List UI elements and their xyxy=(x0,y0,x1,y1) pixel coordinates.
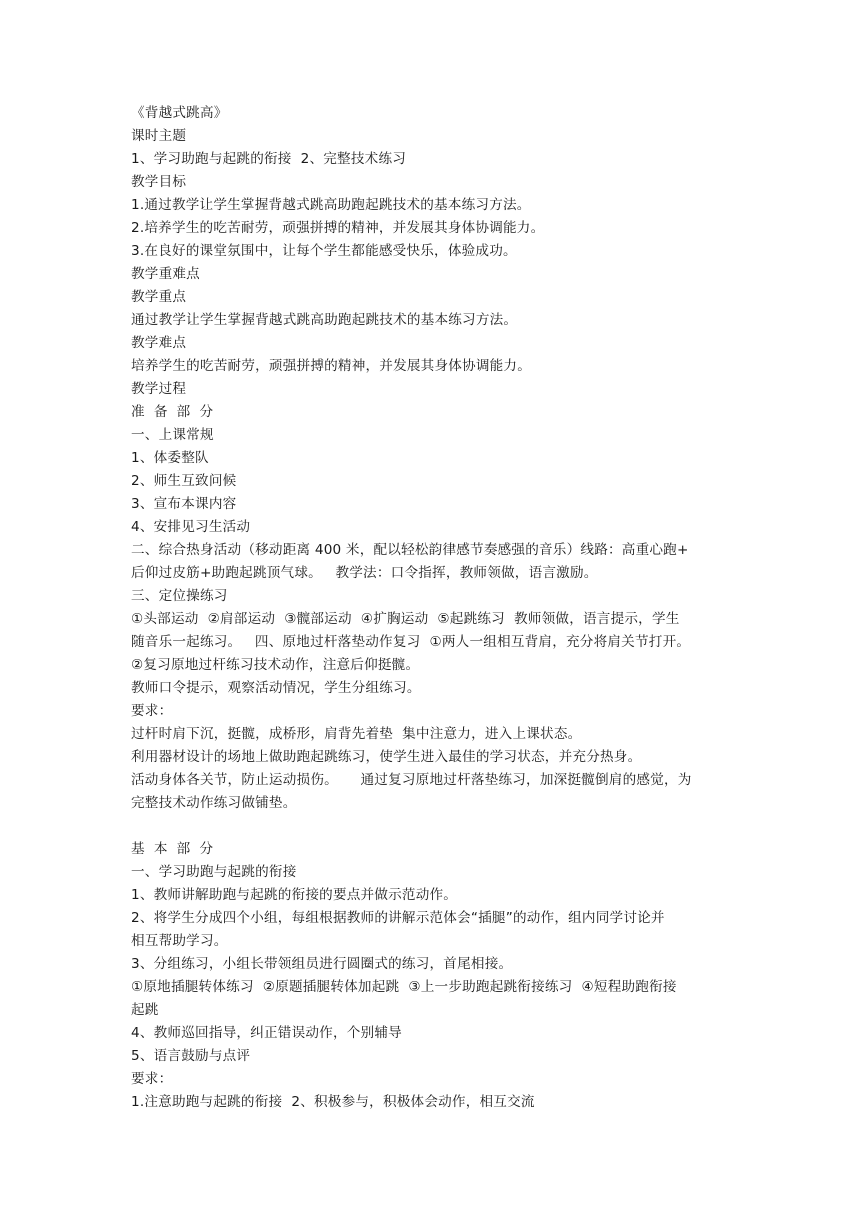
text-line: 1、体委整队 xyxy=(131,450,209,466)
text-line: ①头部运动 ②肩部运动 ③髋部运动 ④扩胸运动 ⑤起跳练习 教师领做，语言提示，学生 xyxy=(131,611,680,627)
text-line: 5、语言鼓励与点评 xyxy=(131,1048,251,1064)
text-line: 1、学习助跑与起跳的衔接 2、完整技术练习 xyxy=(131,151,407,167)
text-line: 三、定位操练习 xyxy=(131,588,228,604)
text-line: 4、安排见习生活动 xyxy=(131,519,251,535)
doc-title: 《背越式跳高》 xyxy=(131,105,228,121)
text-line: 后仰过皮筋+助跑起跳顶气球。 教学法：口令指挥，教师领做，语言激励。 xyxy=(131,565,598,581)
text-line: 要求： xyxy=(131,1071,173,1087)
text-line: 利用器材设计的场地上做助跑起跳练习，使学生进入最佳的学习状态，并充分热身。 xyxy=(131,749,642,765)
text-line: 1.通过教学让学生掌握背越式跳高助跑起跳技术的基本练习方法。 xyxy=(131,197,531,213)
text-line: ②复习原地过杆练习技术动作，注意后仰挺髋。 xyxy=(131,657,420,673)
text-line: 培养学生的吃苦耐劳，顽强拼搏的精神，并发展其身体协调能力。 xyxy=(131,358,532,374)
text-line: 活动身体各关节，防止运动损伤。 通过复习原地过杆落垫练习，加深挺髋倒肩的感觉，为 xyxy=(131,772,692,788)
text-line: 4、教师巡回指导，纠正错误动作，个别辅导 xyxy=(131,1025,402,1041)
text-line: 2、将学生分成四个小组，每组根据教师的讲解示范体会“插腿”的动作，组内同学讨论并 xyxy=(131,910,665,926)
section-heading: 课时主题 xyxy=(131,128,187,144)
section-heading: 教学难点 xyxy=(131,335,187,351)
text-line: 通过教学让学生掌握背越式跳高助跑起跳技术的基本练习方法。 xyxy=(131,312,518,328)
text-line: 教师口令提示，观察活动情况，学生分组练习。 xyxy=(131,680,421,696)
text-line: 2、师生互致问候 xyxy=(131,473,237,489)
section-heading: 教学重点 xyxy=(131,289,187,305)
part-heading: 准 备 部 分 xyxy=(131,404,214,420)
text-line: 二、综合热身活动（移动距离 400 米，配以轻松韵律感节奏感强的音乐）线路：高重心跑+ xyxy=(131,542,689,558)
document-body xyxy=(131,102,737,1114)
section-heading: 教学重难点 xyxy=(131,266,200,282)
blank-line xyxy=(131,815,737,838)
text-line: 过杆时肩下沉，挺髋，成桥形，肩背先着垫 集中注意力，进入上课状态。 xyxy=(131,726,582,742)
part-heading: 基 本 部 分 xyxy=(131,841,214,857)
text-line: 起跳 xyxy=(131,1002,159,1018)
section-heading: 教学过程 xyxy=(131,381,187,397)
section-heading: 教学目标 xyxy=(131,174,187,190)
text-line: 一、上课常规 xyxy=(131,427,214,443)
text-line: 相互帮助学习。 xyxy=(131,933,228,949)
text-line: 要求： xyxy=(131,703,173,719)
text-line: 1.注意助跑与起跳的衔接 2、积极参与，积极体会动作，相互交流 xyxy=(131,1094,535,1110)
text-line: 随音乐一起练习。 四、原地过杆落垫动作复习 ①两人一组相互背肩，充分将肩关节打开。 xyxy=(131,634,691,650)
text-line: 3.在良好的课堂氛围中，让每个学生都能感受快乐，体验成功。 xyxy=(131,243,517,259)
text-line: 1、教师讲解助跑与起跳的衔接的要点并做示范动作。 xyxy=(131,887,458,903)
text-line: 一、学习助跑与起跳的衔接 xyxy=(131,864,297,880)
text-line: 3、分组练习，小组长带领组员进行圆圈式的练习，首尾相接。 xyxy=(131,956,513,972)
text-line: ①原地插腿转体练习 ②原题插腿转体加起跳 ③上一步助跑起跳衔接练习 ④短程助跑衔接 xyxy=(131,979,677,995)
text-line: 2.培养学生的吃苦耐劳，顽强拼搏的精神，并发展其身体协调能力。 xyxy=(131,220,545,236)
text-line: 3、宣布本课内容 xyxy=(131,496,237,512)
text-line: 完整技术动作练习做铺垫。 xyxy=(131,795,297,811)
